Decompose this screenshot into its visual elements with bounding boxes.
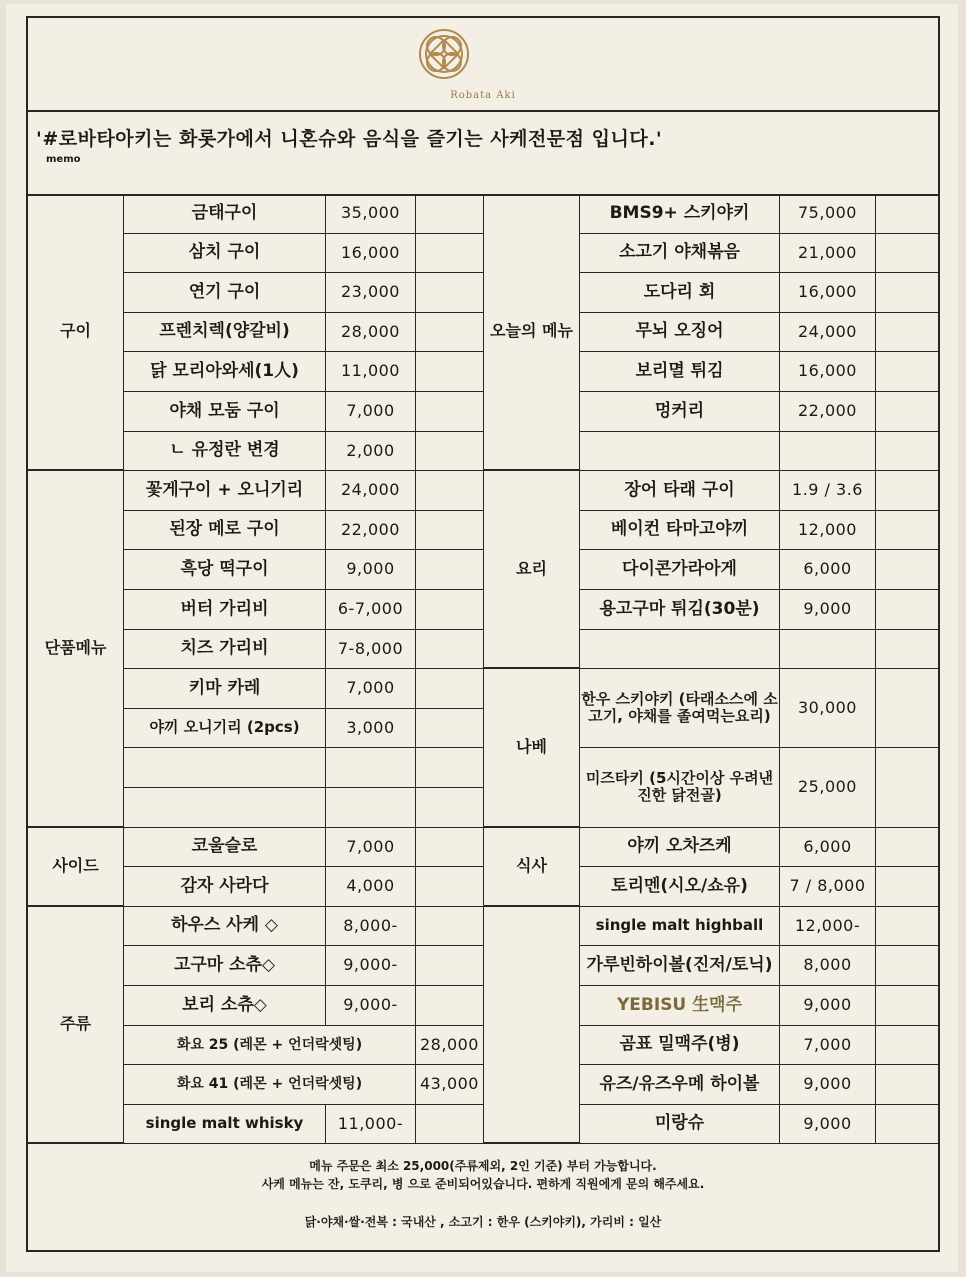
menu-item-name: 가루빈하이볼(진저/토닉) (580, 946, 780, 986)
menu-item-blank (416, 748, 484, 788)
menu-item-price (780, 432, 876, 472)
category-4: 주류 (28, 907, 124, 1145)
menu-item-name: 감자 사라다 (124, 867, 326, 907)
menu-item-price: 30,000 (780, 669, 876, 748)
menu-item-blank (416, 630, 484, 670)
menu-item-blank (416, 590, 484, 630)
menu-item-price: 12,000- (780, 907, 876, 947)
menu-item-price: 23,000 (326, 273, 416, 313)
menu-item-blank (416, 392, 484, 432)
menu-item-blank (876, 748, 940, 827)
menu-item-name (580, 630, 780, 670)
menu-item-blank (876, 1065, 940, 1105)
menu-item-name: 보리 소츄◇ (124, 986, 326, 1026)
footer-origin: 닭·야채·쌀·전복 : 국내산 , 소고기 : 한우 (스키야키), 가리비 : 일산 (304, 1215, 662, 1229)
menu-item-blank (416, 352, 484, 392)
menu-item-name: 소고기 야채볶음 (580, 234, 780, 274)
slogan-box (28, 110, 938, 196)
menu-item-price: 9,000 (780, 1065, 876, 1105)
menu-item-price: 6-7,000 (326, 590, 416, 630)
category-3: 사이드 (28, 828, 124, 907)
menu-item-name: 보리멸 튀김 (580, 352, 780, 392)
menu-item-blank (416, 1105, 484, 1145)
menu-item-name: 프렌치렉(양갈비) (124, 313, 326, 353)
menu-item-name: 버터 가리비 (124, 590, 326, 630)
menu-item-name: 꽃게구이 + 오니기리 (124, 471, 326, 511)
menu-item-blank (416, 986, 484, 1026)
category-right-2: 요리 (484, 471, 580, 669)
menu-item-blank (876, 432, 940, 472)
menu-item-name: 베이컨 타마고야끼 (580, 511, 780, 551)
menu-item-blank (876, 273, 940, 313)
menu-item-price: 12,000 (780, 511, 876, 551)
menu-item-price: 9,000 (326, 550, 416, 590)
menu-item-name: 흑당 떡구이 (124, 550, 326, 590)
menu-item-price: 9,000- (326, 986, 416, 1026)
menu-item-price (326, 788, 416, 828)
menu-item-blank (416, 471, 484, 511)
menu-item-name: single malt whisky (124, 1105, 326, 1145)
menu-item-blank (416, 828, 484, 868)
menu-item-blank (876, 194, 940, 234)
menu-item-name: ㄴ 유정란 변경 (124, 432, 326, 472)
menu-item-price: 7-8,000 (326, 630, 416, 670)
menu-item-price: 2,000 (326, 432, 416, 472)
category-right-5 (484, 907, 580, 1145)
menu-item-blank (416, 946, 484, 986)
menu-item-blank (876, 946, 940, 986)
menu-item-blank (416, 709, 484, 749)
menu-item-price: 7,000 (326, 392, 416, 432)
menu-item-blank (876, 986, 940, 1026)
menu-item-name: 닭 모리아와세(1人) (124, 352, 326, 392)
menu-item-price: 7,000 (780, 1026, 876, 1066)
menu-item-blank (416, 788, 484, 828)
category-1: 구이 (28, 194, 124, 471)
menu-item-blank (876, 1026, 940, 1066)
menu-item-price: 7 / 8,000 (780, 867, 876, 907)
menu-item-price: 11,000- (326, 1105, 416, 1145)
menu-item-name: 야끼 오차즈케 (580, 828, 780, 868)
menu-item-blank (416, 669, 484, 709)
menu-item-price: 7,000 (326, 669, 416, 709)
menu-item-price: 35,000 (326, 194, 416, 234)
menu-item-price: 25,000 (780, 748, 876, 827)
menu-item-price (326, 748, 416, 788)
memo-label: memo (46, 154, 81, 165)
menu-item-price: 28,000 (326, 313, 416, 353)
menu-item-price: 6,000 (780, 828, 876, 868)
menu-item-blank (876, 550, 940, 590)
menu-item-name: 화요 41 (레몬 + 언더락셋팅) (124, 1065, 416, 1105)
menu-item-name: 멍커리 (580, 392, 780, 432)
menu-item-blank (876, 471, 940, 511)
menu-item-blank (876, 313, 940, 353)
menu-item-price: 3,000 (326, 709, 416, 749)
menu-item-blank (876, 828, 940, 868)
menu-item-price: 9,000- (326, 946, 416, 986)
menu-item-name: 도다리 회 (580, 273, 780, 313)
menu-sheet (6, 4, 958, 1272)
category-2: 단품메뉴 (28, 471, 124, 827)
menu-item-price: 9,000 (780, 1105, 876, 1145)
menu-item-blank (416, 234, 484, 274)
menu-item-name: 하우스 사케 ◇ (124, 907, 326, 947)
menu-item-price: 16,000 (326, 234, 416, 274)
menu-item-blank (416, 273, 484, 313)
menu-item-blank (416, 313, 484, 353)
menu-item-price: 9,000 (780, 986, 876, 1026)
logo-header (28, 18, 938, 112)
footer-sake-note: 사케 메뉴는 잔, 도쿠리, 병 으로 준비되어있습니다. 편하게 직원에게 문의 해주세요. (261, 1177, 705, 1191)
menu-item-name (124, 788, 326, 828)
menu-item-name: 무뇌 오징어 (580, 313, 780, 353)
menu-item-price: 11,000 (326, 352, 416, 392)
menu-item-blank (876, 907, 940, 947)
brand-name: Robata Aki (450, 90, 516, 101)
knot-emblem-icon (414, 24, 474, 84)
category-right-3: 나베 (484, 669, 580, 827)
menu-item-name: 된장 메로 구이 (124, 511, 326, 551)
menu-item-price: 7,000 (326, 828, 416, 868)
menu-item-name: 유즈/유즈우메 하이볼 (580, 1065, 780, 1105)
menu-item-name (124, 748, 326, 788)
slogan: '#로바타아키는 화롯가에서 니혼슈와 음식을 즐기는 사케전문점 입니다.' (36, 128, 663, 150)
menu-item-price: 22,000 (780, 392, 876, 432)
menu-item-price: 22,000 (326, 511, 416, 551)
menu-item-price: 75,000 (780, 194, 876, 234)
menu-item-blank (876, 392, 940, 432)
menu-item-name: 장어 타래 구이 (580, 471, 780, 511)
menu-item-blank (876, 511, 940, 551)
menu-item-blank (876, 234, 940, 274)
menu-item-name: 연기 구이 (124, 273, 326, 313)
menu-item-name: 토리멘(시오/쇼유) (580, 867, 780, 907)
menu-item-name: YEBISU 生맥주 (580, 986, 780, 1026)
menu-frame (26, 16, 940, 1252)
menu-item-blank (876, 867, 940, 907)
menu-item-name: 미랑슈 (580, 1105, 780, 1145)
menu-item-name: 고구마 소츄◇ (124, 946, 326, 986)
menu-item-price: 16,000 (780, 273, 876, 313)
menu-item-price: 24,000 (326, 471, 416, 511)
category-right-1: 오늘의 메뉴 (484, 194, 580, 471)
category-right-4: 식사 (484, 828, 580, 907)
menu-item-blank (876, 669, 940, 748)
menu-item-blank (876, 352, 940, 392)
menu-item-name: 야끼 오니기리 (2pcs) (124, 709, 326, 749)
menu-item-price: 4,000 (326, 867, 416, 907)
menu-item-price: 8,000- (326, 907, 416, 947)
menu-item-blank (416, 867, 484, 907)
menu-item-price: 8,000 (780, 946, 876, 986)
menu-item-price: 9,000 (780, 590, 876, 630)
menu-item-price: 6,000 (780, 550, 876, 590)
menu-item-blank (876, 590, 940, 630)
menu-item-name: BMS9+ 스키야키 (580, 194, 780, 234)
menu-item-name: 다이콘가라아게 (580, 550, 780, 590)
menu-item-name: single malt highball (580, 907, 780, 947)
menu-footer (28, 1140, 938, 1250)
menu-item-name: 삼치 구이 (124, 234, 326, 274)
menu-item-price: 16,000 (780, 352, 876, 392)
menu-item-price: 43,000 (416, 1065, 484, 1105)
menu-item-blank (416, 550, 484, 590)
menu-item-blank (416, 511, 484, 551)
menu-item-name: 한우 스키야키 (타래소스에 소고기, 야채를 졸여먹는요리) (580, 669, 780, 748)
menu-item-name: 금태구이 (124, 194, 326, 234)
menu-item-price: 28,000 (416, 1026, 484, 1066)
menu-item-blank (876, 1105, 940, 1145)
menu-item-blank (416, 907, 484, 947)
menu-item-name: 치즈 가리비 (124, 630, 326, 670)
menu-grid (28, 194, 938, 1140)
menu-item-name: 화요 25 (레몬 + 언더락셋팅) (124, 1026, 416, 1066)
menu-item-blank (416, 432, 484, 472)
menu-item-price: 21,000 (780, 234, 876, 274)
menu-item-name: 키마 카레 (124, 669, 326, 709)
menu-item-name: 코울슬로 (124, 828, 326, 868)
menu-item-name: 야채 모둠 구이 (124, 392, 326, 432)
menu-item-price (780, 630, 876, 670)
menu-item-price: 1.9 / 3.6 (780, 471, 876, 511)
menu-item-blank (416, 194, 484, 234)
menu-item-name: 용고구마 튀김(30분) (580, 590, 780, 630)
menu-item-name: 곰표 밀맥주(병) (580, 1026, 780, 1066)
menu-item-blank (876, 630, 940, 670)
menu-item-name: 미즈타키 (5시간이상 우려낸 진한 닭전골) (580, 748, 780, 827)
menu-item-name (580, 432, 780, 472)
footer-minimum-order: 메뉴 주문은 최소 25,000(주류제외, 2인 기준) 부터 가능합니다. (309, 1159, 657, 1173)
menu-item-price: 24,000 (780, 313, 876, 353)
